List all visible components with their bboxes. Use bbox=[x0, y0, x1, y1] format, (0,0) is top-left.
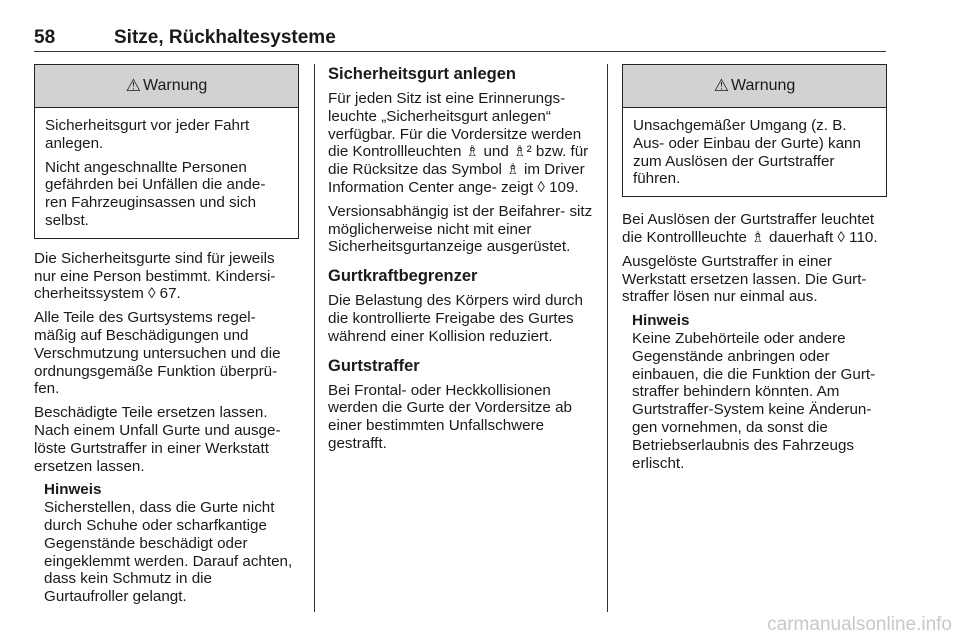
body-paragraph: Versionsabhängig ist der Beifahrer- sitz möglicherweise nicht mit einer Sicherheitsgurtanzeige ausgerüstet. bbox=[328, 202, 593, 256]
note-title: Hinweis bbox=[632, 312, 690, 330]
warning-icon: ⚠ bbox=[713, 76, 729, 96]
body-paragraph: Alle Teile des Gurtsystems regel- mäßig auf Beschädigungen und Verschmutzung untersuchen und die ordnungsgemäße Funktion überprü- fen. bbox=[34, 309, 281, 398]
warning-icon: ⚠ bbox=[125, 76, 141, 96]
chapter-title: Sitze, Rückhaltesysteme bbox=[114, 27, 336, 48]
warning-box bbox=[622, 64, 887, 197]
warning-body bbox=[623, 108, 886, 196]
body-paragraph: Bei Frontal- oder Heckkollisionen werden die Gurte der Vordersitze ab einer bestimmten Unfallschwere gestrafft. bbox=[328, 381, 572, 452]
body-paragraph: Beschädigte Teile ersetzen lassen. Nach einem Unfall Gurte und ausge- löste Gurtstraffer in einer Werkstatt ersetzen lassen. bbox=[34, 404, 281, 475]
body-paragraph: Ausgelöste Gurtstraffer in einer Werkstatt ersetzen lassen. Die Gurt- straffer lösen nur einmal aus. bbox=[622, 252, 867, 306]
warning-line: Nicht angeschnallte Personen gefährden bei Unfällen die ande- ren Fahrzeuginsassen und sich selbst. bbox=[45, 158, 266, 229]
warning-title: Warnung bbox=[730, 77, 796, 95]
column-right bbox=[622, 64, 887, 472]
column-middle bbox=[328, 64, 593, 459]
note-block bbox=[44, 481, 299, 606]
section-heading: Gurtstraffer bbox=[328, 356, 420, 375]
note-text: Sicherstellen, dass die Gurte nicht durch Schuhe oder scharfkantige Gegenstände beschädigt oder eingeklemmt werden. Darauf achten, dass kein Schmutz in die Gurtaufroller gelangt. bbox=[44, 499, 293, 606]
warning-text: Unsachgemäßer Umgang (z. B. Aus- oder Einbau der Gurte) kann zum Auslösen der Gurtstraffer führen. bbox=[633, 117, 861, 188]
note-text: Keine Zubehörteile oder andere Gegenstände anbringen oder einbauen, die die Funktion der Gurt- straffer behindern könnten. Am Gurtstraffer-System keine Änderun- gen vornehmen, da sonst die Betriebserlaubnis des Fahrzeugs erlischt. bbox=[632, 329, 876, 472]
page-number: 58 bbox=[34, 27, 56, 48]
warning-title: Warnung bbox=[142, 77, 208, 95]
warning-header bbox=[623, 65, 886, 108]
header-rule bbox=[34, 51, 886, 52]
warning-header bbox=[35, 65, 298, 108]
watermark-text: carmanualsonline.info bbox=[767, 614, 952, 635]
section-heading: Sicherheitsgurt anlegen bbox=[328, 65, 516, 83]
body-paragraph: Für jeden Sitz ist eine Erinnerungs- leuchte „Sicherheitsgurt anlegen“ verfügbar. Für die Vordersitze werden die Kontrollleuchten ♗ und ♗² bzw. für die Rücksitze das Symbol ♗ im Driver Information Center ange- zeigt ◊ 109. bbox=[328, 90, 589, 196]
body-paragraph: Die Belastung des Körpers wird durch die kontrollierte Freigabe des Gurtes während einer Kollision reduziert. bbox=[328, 292, 583, 345]
warning-body bbox=[35, 108, 298, 238]
note-block bbox=[632, 312, 887, 472]
body-paragraph: Bei Auslösen der Gurtstraffer leuchtet die Kontrollleuchte ♗ dauerhaft ◊ 110. bbox=[622, 211, 878, 246]
warning-box bbox=[34, 64, 299, 239]
page-header bbox=[34, 24, 886, 54]
column-divider bbox=[607, 64, 608, 612]
column-left bbox=[34, 64, 299, 606]
body-paragraph: Die Sicherheitsgurte sind für jeweils nur eine Person bestimmt. Kindersi- cherheitssystem ◊ 67. bbox=[34, 249, 276, 303]
note-title: Hinweis bbox=[44, 481, 102, 499]
section-heading: Gurtkraftbegrenzer bbox=[328, 267, 478, 286]
warning-line: Sicherheitsgurt vor jeder Fahrt anlegen. bbox=[45, 117, 250, 152]
column-divider bbox=[314, 64, 315, 612]
